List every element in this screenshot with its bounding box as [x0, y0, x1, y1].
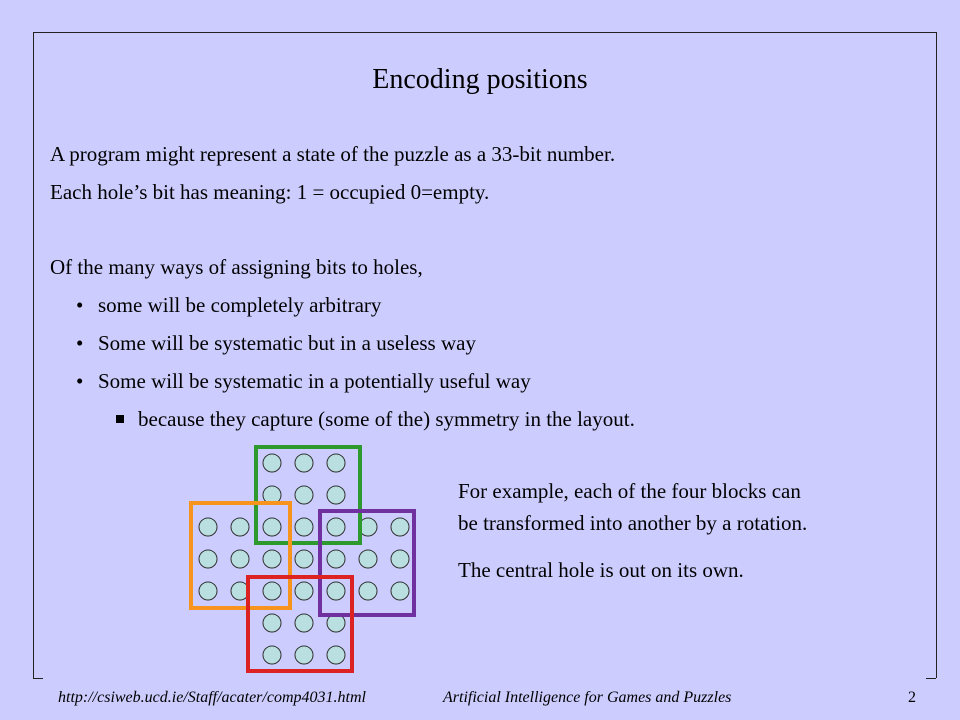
- bullet-text: Some will be systematic in a potentially useful way: [98, 369, 531, 393]
- board-hole: [391, 518, 409, 536]
- sub-bullet-text: because they capture (some of the) symmetry in the layout.: [138, 407, 635, 431]
- side-text-line-1: For example, each of the four blocks can: [458, 479, 801, 503]
- board-hole: [327, 486, 345, 504]
- footer-url: http://csiweb.ucd.ie/Staff/acater/comp4031.html: [58, 689, 366, 706]
- intro-line-2: Each hole’s bit has meaning: 1 = occupied 0=empty.: [50, 180, 490, 204]
- bullet-dot: •: [76, 369, 84, 393]
- board-hole: [295, 582, 313, 600]
- board-hole: [199, 518, 217, 536]
- board-hole: [263, 614, 281, 632]
- board-hole: [231, 550, 249, 568]
- slide-title: Encoding positions: [372, 64, 588, 95]
- board-hole: [391, 582, 409, 600]
- board-hole: [295, 550, 313, 568]
- board-hole: [295, 518, 313, 536]
- page-number: 2: [908, 689, 916, 706]
- board-hole: [327, 454, 345, 472]
- board-hole: [263, 550, 281, 568]
- board-hole: [295, 646, 313, 664]
- board-holes: [199, 454, 409, 664]
- board-hole: [295, 486, 313, 504]
- board-hole: [263, 518, 281, 536]
- side-text-line-3: The central hole is out on its own.: [458, 558, 744, 582]
- board-hole: [359, 550, 377, 568]
- footer-course-title: Artificial Intelligence for Games and Puzzles: [443, 689, 732, 706]
- board-hole: [295, 454, 313, 472]
- bullet-text: Some will be systematic but in a useless way: [98, 331, 476, 355]
- board-hole: [327, 550, 345, 568]
- board-hole: [263, 646, 281, 664]
- board-hole: [199, 582, 217, 600]
- bullet-dot: •: [76, 293, 84, 317]
- bullet-text: some will be completely arbitrary: [98, 293, 382, 317]
- board-hole: [327, 646, 345, 664]
- intro-line-3: Of the many ways of assigning bits to holes,: [50, 255, 423, 279]
- board-hole: [359, 582, 377, 600]
- bullet-dot: •: [76, 331, 84, 355]
- board-hole: [199, 550, 217, 568]
- board-hole: [391, 550, 409, 568]
- board-hole: [231, 518, 249, 536]
- board-hole: [327, 582, 345, 600]
- intro-line-1: A program might represent a state of the puzzle as a 33-bit number.: [50, 142, 616, 166]
- board-hole: [263, 582, 281, 600]
- board-hole: [263, 454, 281, 472]
- side-text-line-2: be transformed into another by a rotation.: [458, 511, 808, 535]
- board-hole: [327, 518, 345, 536]
- board-hole: [295, 614, 313, 632]
